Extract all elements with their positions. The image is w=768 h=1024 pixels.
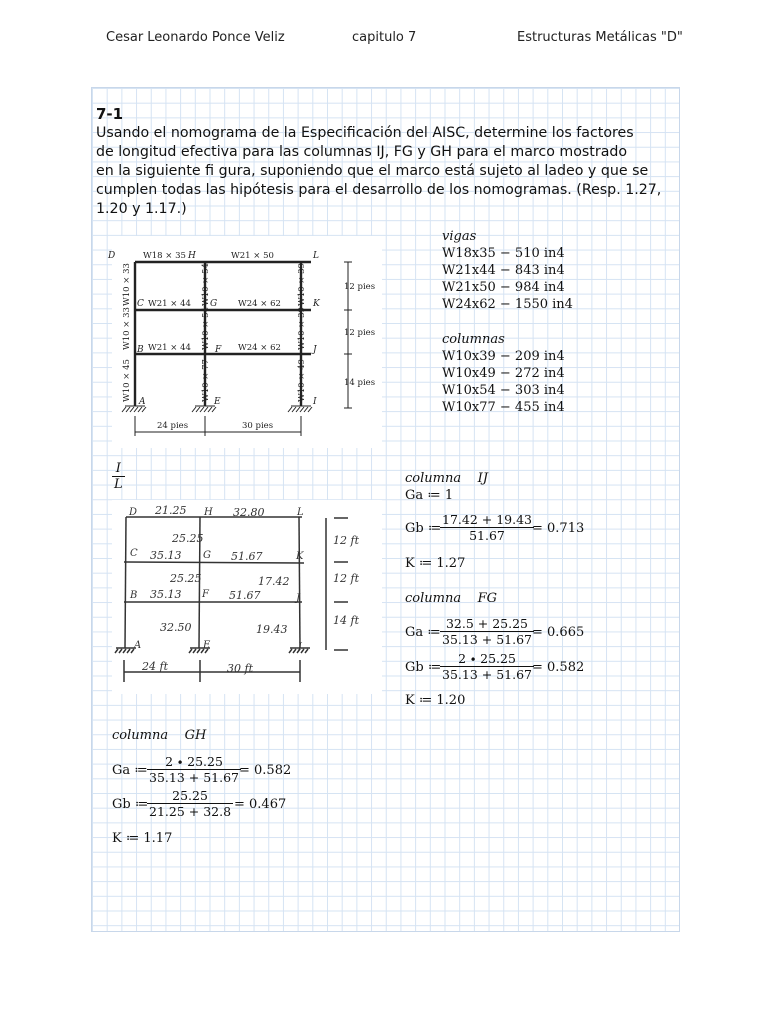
node-label: F bbox=[215, 345, 222, 355]
problem-statement bbox=[96, 124, 662, 219]
node-label: I bbox=[298, 642, 302, 653]
beam-label: W18 × 35 bbox=[143, 251, 186, 261]
node-label: H bbox=[188, 251, 196, 261]
calc-gh-title: columna GH bbox=[112, 728, 207, 743]
columna-prop: W10x77 − 455 in4 bbox=[442, 400, 565, 415]
calc-fg-gb-result: = 0.582 bbox=[532, 660, 585, 675]
span-label: 24 pies bbox=[157, 421, 189, 431]
node-label: J bbox=[313, 345, 317, 355]
viga-prop: W24x62 − 1550 in4 bbox=[442, 297, 573, 312]
node-label: A bbox=[134, 640, 142, 651]
calc-ij-title: columna IJ bbox=[405, 471, 488, 486]
calc-fg-gb-lhs: Gb ≔ bbox=[405, 660, 442, 675]
beam-value: 35.13 bbox=[150, 549, 182, 562]
beam-label: W21 × 44 bbox=[148, 343, 191, 353]
node-label: A bbox=[139, 397, 146, 407]
node-label: J bbox=[296, 593, 301, 604]
beam-label: W21 × 50 bbox=[231, 251, 274, 261]
beam-value: 51.67 bbox=[231, 550, 263, 563]
calc-fg-ga-fraction: $\frac{32.5 + 25.25}{35.13 + 51.67}$ bbox=[442, 616, 532, 647]
header-chapter: capitulo 7 bbox=[352, 30, 417, 45]
node-label: D bbox=[129, 507, 138, 518]
viga-prop: W18x35 − 510 in4 bbox=[442, 246, 565, 261]
node-label: E bbox=[214, 397, 221, 407]
calc-ij-gb-lhs: Gb ≔ bbox=[405, 521, 442, 536]
column-label: W10 × 49 bbox=[297, 359, 307, 402]
node-label: C bbox=[130, 548, 138, 559]
column-label: W10 × 45 bbox=[122, 359, 132, 402]
beam-label: W21 × 44 bbox=[148, 299, 191, 309]
span-label: 24 ft bbox=[142, 660, 168, 673]
beam-value: 32.80 bbox=[233, 506, 265, 519]
statement-line: de longitud efectiva para las columnas IJ, FG y GH para el marco mostrado bbox=[96, 144, 628, 160]
node-label: B bbox=[137, 345, 144, 355]
calc-ij-gb-fraction: $\frac{17.42 + 19.43}{51.67}$ bbox=[442, 512, 532, 543]
node-label: D bbox=[108, 251, 116, 261]
calc-fg-k: K ≔ 1.20 bbox=[405, 693, 466, 708]
calc-ij-gb-result: = 0.713 bbox=[532, 521, 585, 536]
calc-gh-gb-lhs: Gb ≔ bbox=[112, 797, 149, 812]
height-label: 14 pies bbox=[344, 378, 376, 388]
beam-value: 35.13 bbox=[150, 588, 182, 601]
calc-ij-ga: Ga ≔ 1 bbox=[405, 488, 454, 503]
height-label: 12 pies bbox=[344, 282, 376, 292]
calc-gh-ga-lhs: Ga ≔ bbox=[112, 763, 148, 778]
node-label: C bbox=[137, 299, 144, 309]
calc-gh-gb-result: = 0.467 bbox=[234, 797, 287, 812]
column-label: W10 × 54 bbox=[201, 307, 211, 350]
calc-fg-ga-result: = 0.665 bbox=[532, 625, 585, 640]
column-label: W10 × 39 bbox=[297, 263, 307, 306]
column-label: W10 × 33 bbox=[122, 307, 132, 350]
column-value: 32.50 bbox=[160, 621, 192, 634]
height-label: 14 ft bbox=[333, 614, 359, 627]
column-value: 17.42 bbox=[258, 575, 290, 588]
calc-gh-gb-fraction: $\frac{25.25}{21.25 + 32.8}$ bbox=[149, 788, 232, 819]
viga-prop: W21x44 − 843 in4 bbox=[442, 263, 565, 278]
calc-fg-title: columna FG bbox=[405, 591, 498, 606]
column-label: W10 × 77 bbox=[201, 359, 211, 402]
column-value: 25.25 bbox=[172, 532, 204, 545]
calc-gh-ga-fraction: $\frac{2 \cdot 25.25}{35.13 + 51.67}$ bbox=[149, 754, 239, 785]
node-label: K bbox=[296, 551, 304, 562]
node-label: L bbox=[297, 507, 304, 518]
height-label: 12 ft bbox=[333, 572, 359, 585]
node-label: G bbox=[203, 550, 211, 561]
ratio-label: $\frac{I}{L}$ bbox=[114, 461, 123, 492]
node-label: F bbox=[202, 589, 209, 600]
height-label: 12 pies bbox=[344, 328, 376, 338]
problem-number: 7-1 bbox=[96, 105, 124, 123]
columna-prop: W10x54 − 303 in4 bbox=[442, 383, 565, 398]
span-label: 30 ft bbox=[227, 662, 253, 675]
column-label: W10 × 39 bbox=[297, 307, 307, 350]
calc-ij-k: K ≔ 1.27 bbox=[405, 556, 466, 571]
column-label: W10 × 54 bbox=[201, 263, 211, 306]
columna-prop: W10x39 − 209 in4 bbox=[442, 349, 565, 364]
statement-line: Usando el nomograma de la Especificación del AISC, determine los factores bbox=[96, 125, 634, 141]
calc-gh-ga-result: = 0.582 bbox=[239, 763, 292, 778]
statement-line: en la siguiente fi gura, suponiendo que el marco está sujeto al ladeo y que se bbox=[96, 163, 649, 179]
calc-gh-k: K ≔ 1.17 bbox=[112, 831, 173, 846]
statement-line: 1.20 y 1.17.) bbox=[96, 201, 187, 217]
beam-value: 51.67 bbox=[229, 589, 261, 602]
header-course: Estructuras Metálicas "D" bbox=[517, 30, 683, 45]
node-label: E bbox=[203, 640, 211, 651]
node-label: H bbox=[204, 507, 213, 518]
viga-prop: W21x50 − 984 in4 bbox=[442, 280, 565, 295]
node-label: G bbox=[210, 299, 218, 309]
span-label: 30 pies bbox=[242, 421, 274, 431]
node-label: B bbox=[130, 590, 138, 601]
calc-fg-ga-lhs: Ga ≔ bbox=[405, 625, 441, 640]
frame-figure-handdrawn bbox=[112, 500, 382, 694]
beam-label: W24 × 62 bbox=[238, 343, 281, 353]
beam-value: 21.25 bbox=[155, 504, 187, 517]
node-label: K bbox=[313, 299, 320, 309]
node-label: L bbox=[313, 251, 319, 261]
column-value: 19.43 bbox=[256, 623, 288, 636]
statement-line: cumplen todas las hipótesis para el desarrollo de los nomogramas. (Resp. 1.27, bbox=[96, 182, 662, 198]
calc-fg-gb-fraction: $\frac{2 \cdot 25.25}{35.13 + 51.67}$ bbox=[442, 651, 532, 682]
column-label: W10 × 33 bbox=[122, 263, 132, 306]
column-value: 25.25 bbox=[170, 572, 202, 585]
beam-label: W24 × 62 bbox=[238, 299, 281, 309]
frame-figure-printed bbox=[108, 236, 382, 448]
columnas-label: columnas bbox=[442, 332, 505, 347]
header-author: Cesar Leonardo Ponce Veliz bbox=[106, 30, 285, 45]
height-label: 12 ft bbox=[333, 534, 359, 547]
node-label: I bbox=[313, 397, 317, 407]
vigas-label: vigas bbox=[442, 229, 477, 244]
columna-prop: W10x49 − 272 in4 bbox=[442, 366, 565, 381]
